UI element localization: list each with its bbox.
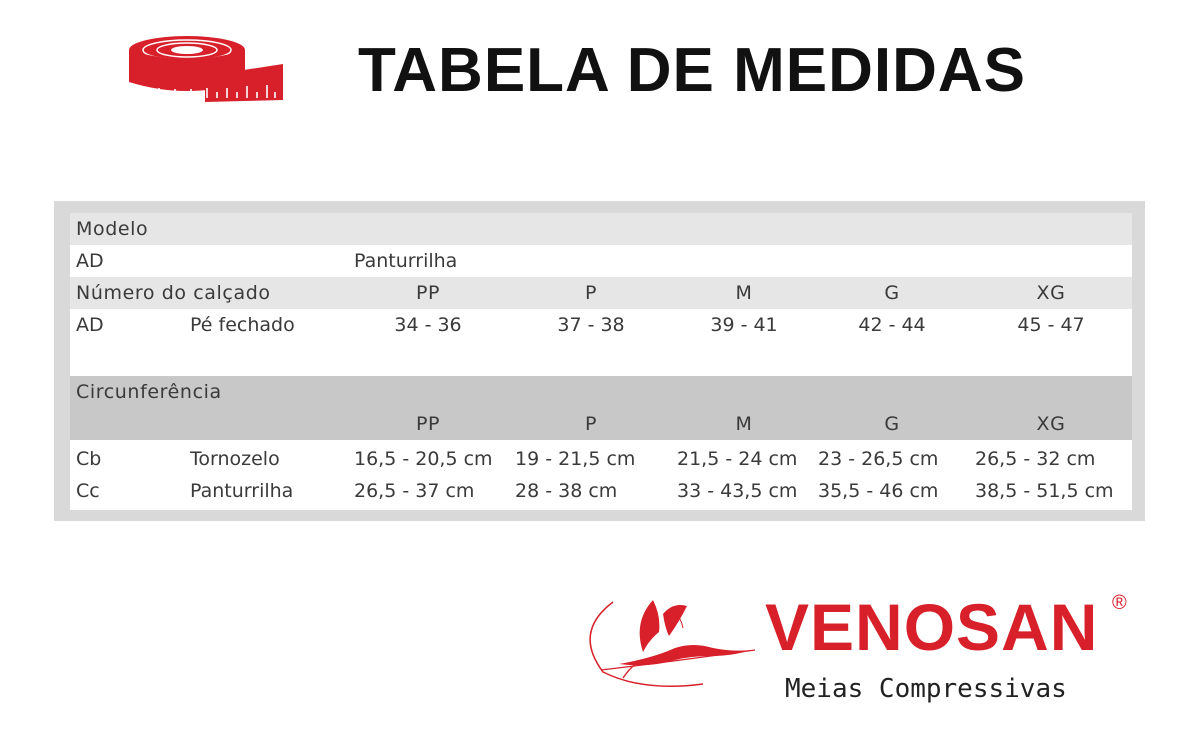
calf-value-xg: 38,5 - 51,5 cm	[975, 480, 1114, 502]
size-header-p: P	[584, 282, 598, 304]
size-header-g: G	[884, 282, 900, 304]
shoe-value-g: 42 - 44	[858, 314, 926, 336]
ankle-value-xg: 26,5 - 32 cm	[975, 448, 1096, 470]
ankle-code: Cb	[76, 448, 102, 470]
ankle-value-p: 19 - 21,5 cm	[515, 448, 636, 470]
circ-size-header-xg: XG	[1036, 413, 1066, 435]
brand-name: VENOSAN	[765, 590, 1099, 664]
heron-bird-icon	[583, 592, 763, 692]
shoe-value-m: 39 - 41	[710, 314, 778, 336]
calf-row	[70, 475, 1132, 507]
circ-size-header-g: G	[884, 413, 900, 435]
calf-value-m: 33 - 43,5 cm	[677, 480, 798, 502]
brand-tagline: Meias Compressivas	[785, 674, 1067, 704]
calf-value-pp: 26,5 - 37 cm	[354, 480, 475, 502]
circ-size-header-p: P	[584, 413, 598, 435]
size-table-body	[70, 213, 1132, 510]
page-title: TABELA DE MEDIDAS	[358, 36, 1026, 105]
shoe-size-row	[70, 309, 1132, 341]
shoe-row-label: Pé fechado	[190, 314, 295, 336]
calf-label: Panturrilha	[190, 480, 294, 502]
size-header-xg: XG	[1036, 282, 1066, 304]
size-header-m: M	[735, 282, 753, 304]
ankle-value-pp: 16,5 - 20,5 cm	[354, 448, 493, 470]
circ-size-header-m: M	[735, 413, 753, 435]
model-row	[70, 245, 1132, 277]
circumference-heading: Circunferência	[76, 381, 222, 403]
shoe-value-xg: 45 - 47	[1017, 314, 1085, 336]
shoe-size-heading: Número do calçado	[76, 282, 271, 304]
circ-size-header-pp: PP	[415, 413, 441, 435]
ankle-value-m: 21,5 - 24 cm	[677, 448, 798, 470]
shoe-size-header-row	[70, 277, 1132, 309]
measuring-tape-icon	[125, 30, 285, 110]
circumference-header-block	[70, 376, 1132, 440]
calf-value-p: 28 - 38 cm	[515, 480, 618, 502]
ankle-label: Tornozelo	[190, 448, 280, 470]
model-heading: Modelo	[76, 218, 149, 240]
ankle-row	[70, 443, 1132, 475]
model-code: AD	[76, 250, 104, 272]
calf-code: Cc	[76, 480, 100, 502]
calf-value-g: 35,5 - 46 cm	[818, 480, 939, 502]
shoe-value-p: 37 - 38	[557, 314, 625, 336]
ankle-value-g: 23 - 26,5 cm	[818, 448, 939, 470]
model-heading-row	[70, 213, 1132, 245]
shoe-row-code: AD	[76, 314, 104, 336]
shoe-value-pp: 34 - 36	[394, 314, 462, 336]
size-table	[54, 201, 1145, 521]
size-header-pp: PP	[415, 282, 441, 304]
registered-mark: ®	[1112, 592, 1127, 614]
model-label: Panturrilha	[354, 250, 458, 272]
